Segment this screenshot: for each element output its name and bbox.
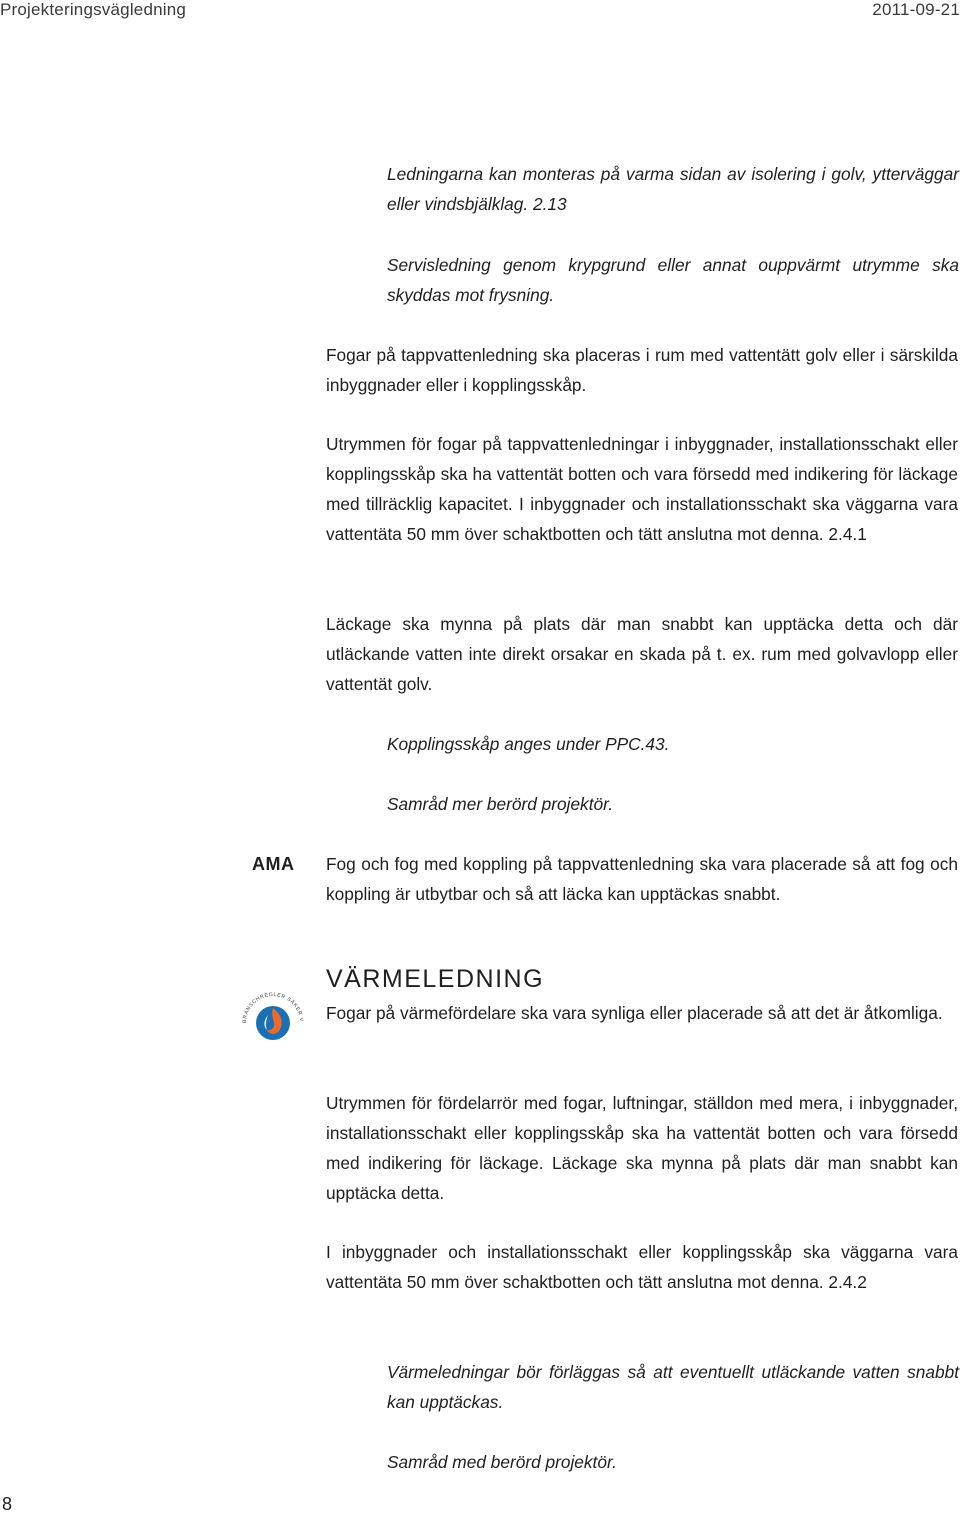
page-number: 8	[2, 1494, 13, 1514]
ama-text: Fog och fog med koppling på tappvattenledning ska vara placerade så att fog och koppling är utbytbar och så att läcka kan upptäckas snabbt.	[326, 854, 958, 904]
paragraph-heat-distributor: Fogar på värmefördelare ska vara synliga eller placerade så att det är åtkomliga.	[326, 1003, 943, 1023]
paragraph-shaft-walls: I inbyggnader och installationsschakt eller kopplingsskåp ska väggarna vara vattentäta 50 mm över schaktbotten och tätt anslutna mot denna. 2.4.2	[326, 1242, 958, 1292]
paragraph-joints-placement: Fogar på tappvattenledning ska placeras i rum med vattentätt golv eller i särskilda inbyggnader eller i kopplingsskåp.	[326, 345, 958, 395]
section-title-heating: VÄRMELEDNING	[326, 965, 545, 993]
paragraph-service-pipe-note: Servisledning genom krypgrund eller annat ouppvärmt utrymme ska skyddas mot frysning.	[387, 255, 959, 305]
svg-text:BRANSCHREGLER SÄKER VATTENINST: BRANSCHREGLER SÄKER V	[241, 991, 304, 1024]
safe-water-installation-logo	[238, 985, 308, 1055]
running-header-date: 2011-09-21	[872, 0, 960, 19]
paragraph-heating-pipes-note: Värmeledningar bör förläggas så att eventuellt utläckande vatten snabbt kan upptäckas.	[387, 1362, 959, 1412]
paragraph-joint-spaces: Utrymmen för fogar på tappvattenledningar i inbyggnader, installationsschakt eller kopplingsskåp ska ha vattentät botten och vara försedd med indikering för läckage med tillräcklig kapacitet. I inbyggnader och installationsschakt ska väggarna vara vattentäta 50 mm över schaktbotten och tätt anslutna mot denna. 2.4.1	[326, 434, 958, 544]
running-header-title: Projekteringsvägledning	[0, 0, 187, 19]
paragraph-distributor-spaces: Utrymmen för fördelarrör med fogar, luftningar, ställdon med mera, i inbyggnader, installationsschakt eller kopplingsskåp ska ha vattentät botten och vara försedd med indikering för läckage. Läckage ska mynna på plats där man snabbt kan upptäcka detta.	[326, 1093, 958, 1203]
paragraph-cabinet-reference: Kopplingsskåp anges under PPC.43.	[387, 734, 670, 754]
paragraph-installation-note: Ledningarna kan monteras på varma sidan av isolering i golv, ytterväggar eller vindsbjälklag. 2.13	[387, 164, 959, 214]
ama-label: AMA	[252, 854, 295, 874]
paragraph-consult-designer: Samråd mer berörd projektör.	[387, 794, 614, 814]
paragraph-leakage: Läckage ska mynna på plats där man snabbt kan upptäcka detta och där utläckande vatten inte direkt orsakar en skada på t. ex. rum med golvavlopp eller vattentät golv.	[326, 614, 958, 694]
paragraph-consult-designer-2: Samråd med berörd projektör.	[387, 1452, 617, 1472]
